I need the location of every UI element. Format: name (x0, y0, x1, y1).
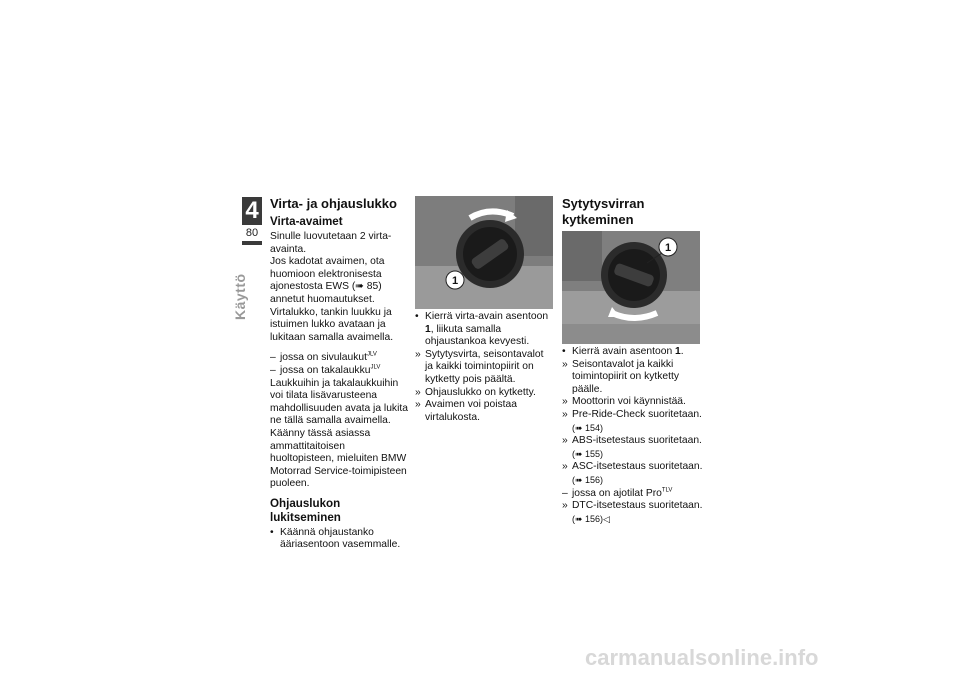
result-asc-test: » ASC-itsetestaus suoritetaan. (➠ 156) (562, 461, 703, 485)
subsection-title-steering-lock: Ohjauslukon lukitseminen (270, 496, 341, 524)
column-3 (562, 196, 704, 526)
chapter-tab (242, 197, 262, 245)
result-engine-start: » Moottorin voi käynnistää. (562, 396, 686, 408)
result-lights-on: » Seisontavalot ja kaikki toimintopiirit on kytketty päälle. (562, 358, 680, 395)
paragraph-cases: Laukkuihin ja takalaukkuihin voi tilata lisävarusteena mahdollisuuden avata ja lukita ne tällä samalla avaimella. Käänny tässä asiassa ammattitaitoisen huoltopisteen, mieluiten BMW Motorrad Service-toimipisteen puoleen. (270, 377, 408, 490)
result-key-removable: » Avaimen voi poistaa virtalukosta. (415, 399, 517, 423)
page-number: 80 (242, 225, 262, 241)
column-2 (415, 196, 553, 424)
paragraph-lost-key: Jos kadotat avaimen, ota huomioon elektronisesta ajonestosta EWS (➠ 85) annetut huomautukset. (270, 256, 385, 305)
bullet-turn-handlebar: • Käännä ohjaustanko ääriasentoon vasemmalle. (270, 526, 401, 551)
photo-callout-1: 1 (451, 275, 459, 287)
bullet-turn-key-lock: • Kierrä virta-avain asentoon 1, liikuta samalla ohjaustankoa kevyesti. (415, 311, 549, 348)
dash-item-side-cases: – jossa on sivulaukut$^{JLV}$ (270, 351, 377, 364)
photo-callout-1: 1 (664, 242, 672, 254)
ignition-lock-photo-on (562, 231, 700, 344)
paragraph-same-key: Virtalukko, tankin luukku ja istuimen lukko avataan ja lukitaan samalla avaimella. (270, 306, 394, 343)
section-side-label: Käyttö (232, 273, 248, 320)
bullet-turn-key-on: • Kierrä avain asentoon 1. (562, 346, 684, 357)
result-power-off: » Sytytysvirta, seisontavalot ja kaikki toimintopiirit on kytketty pois päältä. (415, 348, 544, 385)
ignition-lock-photo-lock (415, 196, 553, 309)
chapter-number: 4 (245, 197, 259, 224)
watermark: carmanualsonline.info (585, 645, 819, 670)
dash-item-topcase: – jossa on takalaukku$^{JLV}$ (270, 364, 381, 376)
subsection-title-keys: Virta-avaimet (270, 215, 343, 228)
paragraph-keys: Sinulle luovutetaan 2 virta-avainta. (270, 231, 392, 255)
result-abs-test: » ABS-itsetestaus suoritetaan. (➠ 155) (562, 435, 702, 459)
result-pre-ride-check: » Pre-Ride-Check suoritetaan. (➠ 154) (562, 408, 702, 433)
column-1 (270, 196, 410, 552)
result-lock-engaged: » Ohjauslukko on kytketty. (415, 386, 536, 398)
dash-item-riding-modes: – jossa on ajotilat Pro$^{TLV}$ (562, 487, 673, 499)
result-dtc-test: » DTC-itsetestaus suoritetaan. (➠ 156)◁ (562, 500, 703, 524)
section-title-ignition-on: Sytytysvirran kytkeminen (562, 196, 645, 227)
section-title: Virta- ja ohjauslukko (270, 196, 397, 211)
